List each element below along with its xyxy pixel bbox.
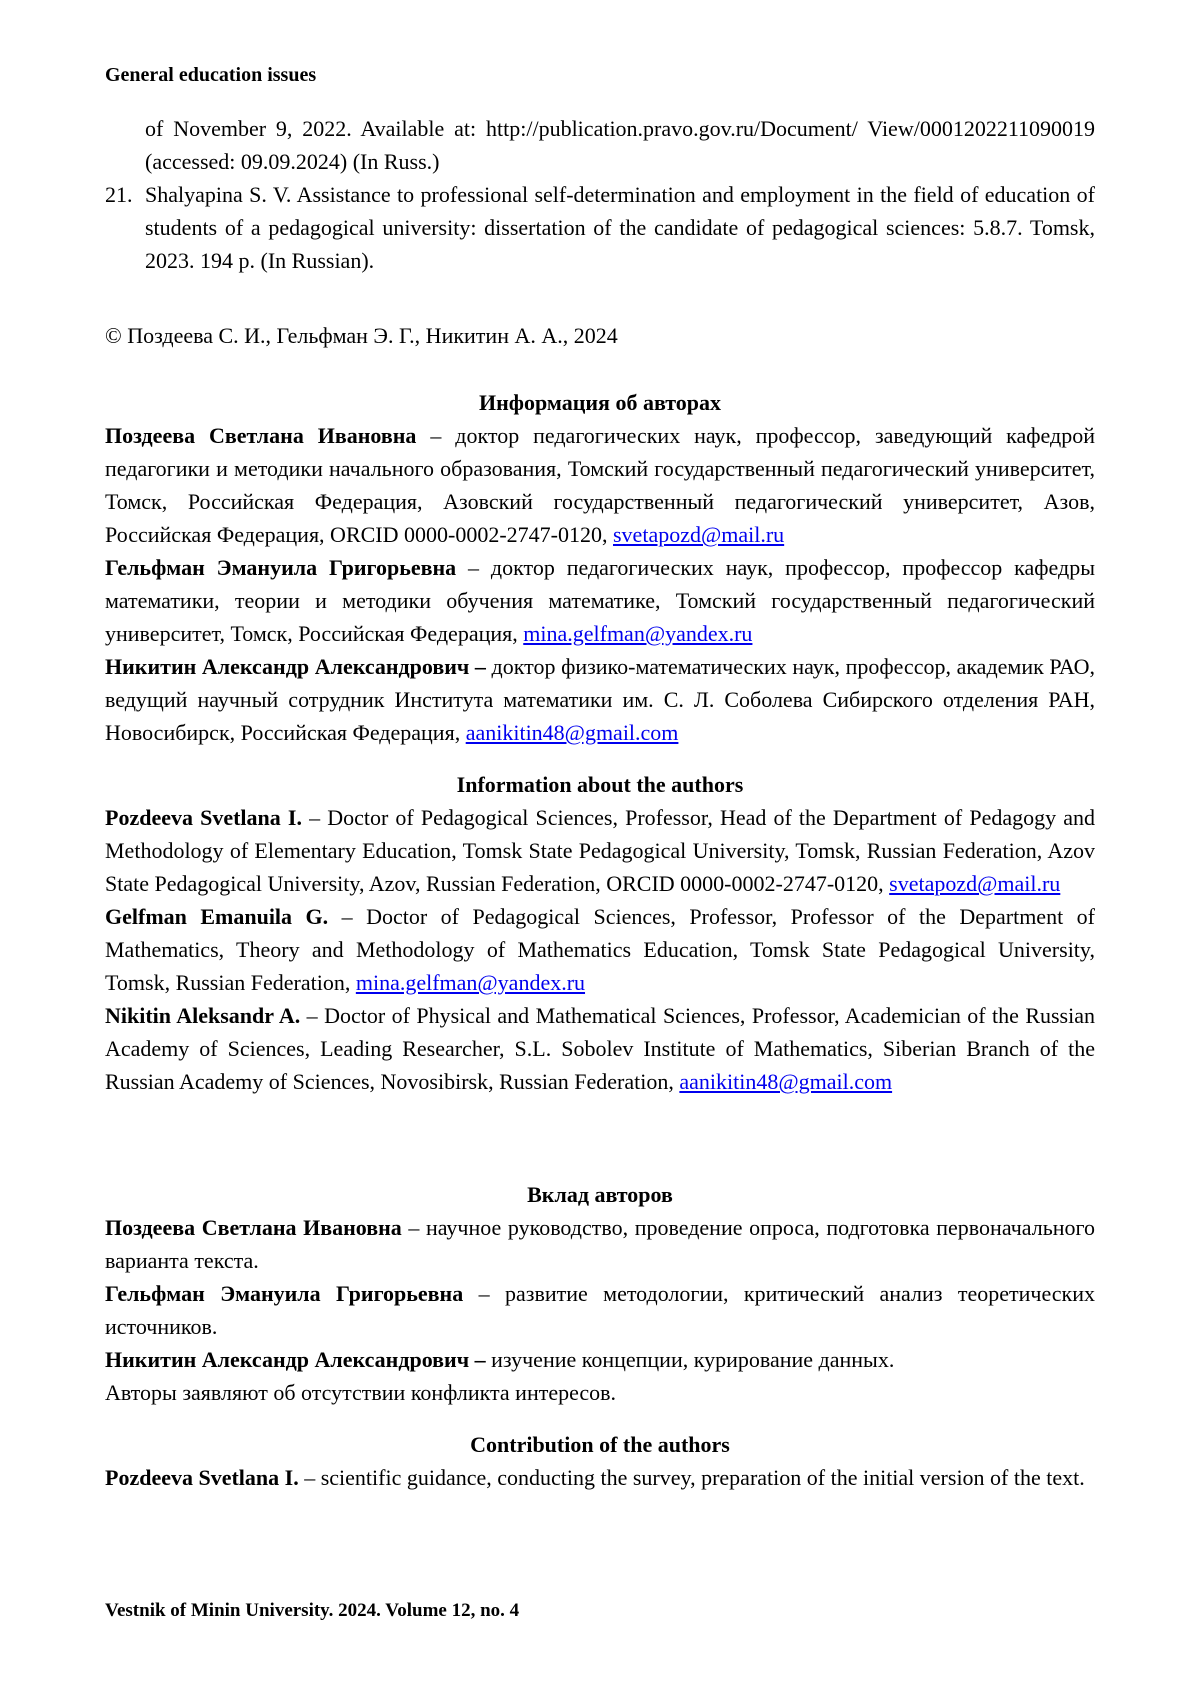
- contribution-text: – научное руководство, проведение опроса, подготовка первоначального варианта текста.: [105, 1215, 1095, 1273]
- section-heading-contribution-en: Contribution of the authors: [470, 1432, 730, 1457]
- author-info-en-pozdeeva: [105, 801, 1095, 900]
- author-name: Поздеева Светлана Ивановна: [105, 1215, 402, 1240]
- contribution-text: – scientific guidance, conducting the survey, preparation of the initial version of the text.: [298, 1465, 1085, 1490]
- author-name: Pozdeeva Svetlana I.: [105, 805, 302, 830]
- author-name: Nikitin Aleksandr A.: [105, 1003, 301, 1028]
- contribution-ru-gelfman: [105, 1277, 1095, 1343]
- author-description: – Doctor of Pedagogical Sciences, Professor, Professor of the Department of Mathematics, Theory and Methodology of Mathematics Education, Tomsk State Pedagogical University, Tomsk, Russian Federation,: [105, 904, 1095, 995]
- author-description: – Doctor of Pedagogical Sciences, Professor, Head of the Department of Pedagogy and Methodology of Elementary Education, Tomsk State Pedagogical University, Tomsk, Russian Federation, Azov State Pedagogical University, Azov, Russian Federation, ORCID 0000-0002-2747-0120,: [105, 805, 1095, 896]
- author-description: – Doctor of Physical and Mathematical Sciences, Professor, Academician of the Russian Academy of Sciences, Leading Researcher, S.L. Sobolev Institute of Mathematics, Siberian Branch of the Russian Academy of Sciences, Novosibirsk, Russian Federation,: [105, 1003, 1095, 1094]
- author-name: Никитин Александр Александрович –: [105, 1347, 486, 1372]
- section-heading-authors-en: Information about the authors: [456, 772, 744, 797]
- reference-text: Shalyapina S. V. Assistance to professional self-determination and employment in the field of education of students of a pedagogical university: dissertation of the candidate of pedagogical sciences: 5.8.7. Tomsk, 2023. 194 p. (In Russian).: [145, 182, 1095, 273]
- author-info-en-nikitin: [105, 999, 1095, 1098]
- contribution-text: – развитие методологии, критический анализ теоретических источников.: [105, 1281, 1095, 1339]
- email-link[interactable]: mina.gelfman@yandex.ru: [355, 970, 586, 995]
- contribution-ru-nikitin: [105, 1343, 1095, 1376]
- journal-footer: Vestnik of Minin University. 2024. Volume 12, no. 4: [105, 1600, 520, 1621]
- copyright-line: © Поздеева С. И., Гельфман Э. Г., Никитин А. А., 2024: [105, 323, 618, 348]
- author-description: доктор физико-математических наук, профессор, академик РАО, ведущий научный сотрудник Института математики им. С. Л. Соболева Сибирского отделения РАН, Новосибирск, Российская Федерация,: [105, 654, 1095, 745]
- email-link[interactable]: mina.gelfman@yandex.ru: [523, 621, 753, 646]
- section-heading-authors-ru: Информация об авторах: [478, 390, 722, 415]
- author-name: Поздеева Светлана Ивановна: [105, 423, 417, 448]
- email-link[interactable]: aanikitin48@gmail.com: [679, 1069, 893, 1094]
- reference-20-continuation: of November 9, 2022. Available at: http://publication.pravo.gov.ru/Document/ View/0001202211090019 (accessed: 09.09.2024) (In Russ.): [145, 116, 1095, 174]
- email-link[interactable]: svetapozd@mail.ru: [889, 871, 1061, 896]
- author-name: Гельфман Эмануила Григорьевна: [105, 1281, 464, 1306]
- author-info-ru-pozdeeva: [105, 419, 1095, 551]
- section-heading-contribution-ru: Вклад авторов: [527, 1182, 673, 1207]
- contribution-en-pozdeeva: [105, 1461, 1095, 1494]
- author-name: Pozdeeva Svetlana I.: [105, 1465, 299, 1490]
- author-info-ru-nikitin: [105, 650, 1095, 749]
- author-name: Гельфман Эмануила Григорьевна: [105, 555, 457, 580]
- conflict-of-interest-statement: Авторы заявляют об отсутствии конфликта интересов.: [105, 1380, 617, 1405]
- author-info-ru-gelfman: [105, 551, 1095, 650]
- email-link[interactable]: aanikitin48@gmail.com: [465, 720, 679, 745]
- author-description: – доктор педагогических наук, профессор, заведующий кафедрой педагогики и методики начального образования, Томский государственный педагогический университет, Томск, Российская Федерация, Азовский государственный педагогический университет, Азов, Российская Федерация, ORCID 0000-0002-2747-0120,: [105, 423, 1095, 547]
- reference-number: 21.: [105, 182, 133, 207]
- author-name: Никитин Александр Александрович –: [105, 654, 486, 679]
- contribution-text: изучение концепции, курирование данных.: [485, 1347, 895, 1372]
- reference-item-21: [105, 178, 1095, 277]
- email-link[interactable]: svetapozd@mail.ru: [613, 522, 785, 547]
- author-description: – доктор педагогических наук, профессор, профессор кафедры математики, теории и методики обучения математике, Томский государственный педагогический университет, Томск, Российская Федерация,: [105, 555, 1096, 646]
- author-name: Gelfman Emanuila G.: [105, 904, 329, 929]
- running-head: General education issues: [105, 64, 317, 86]
- author-info-en-gelfman: [105, 900, 1095, 999]
- contribution-ru-pozdeeva: [105, 1211, 1095, 1277]
